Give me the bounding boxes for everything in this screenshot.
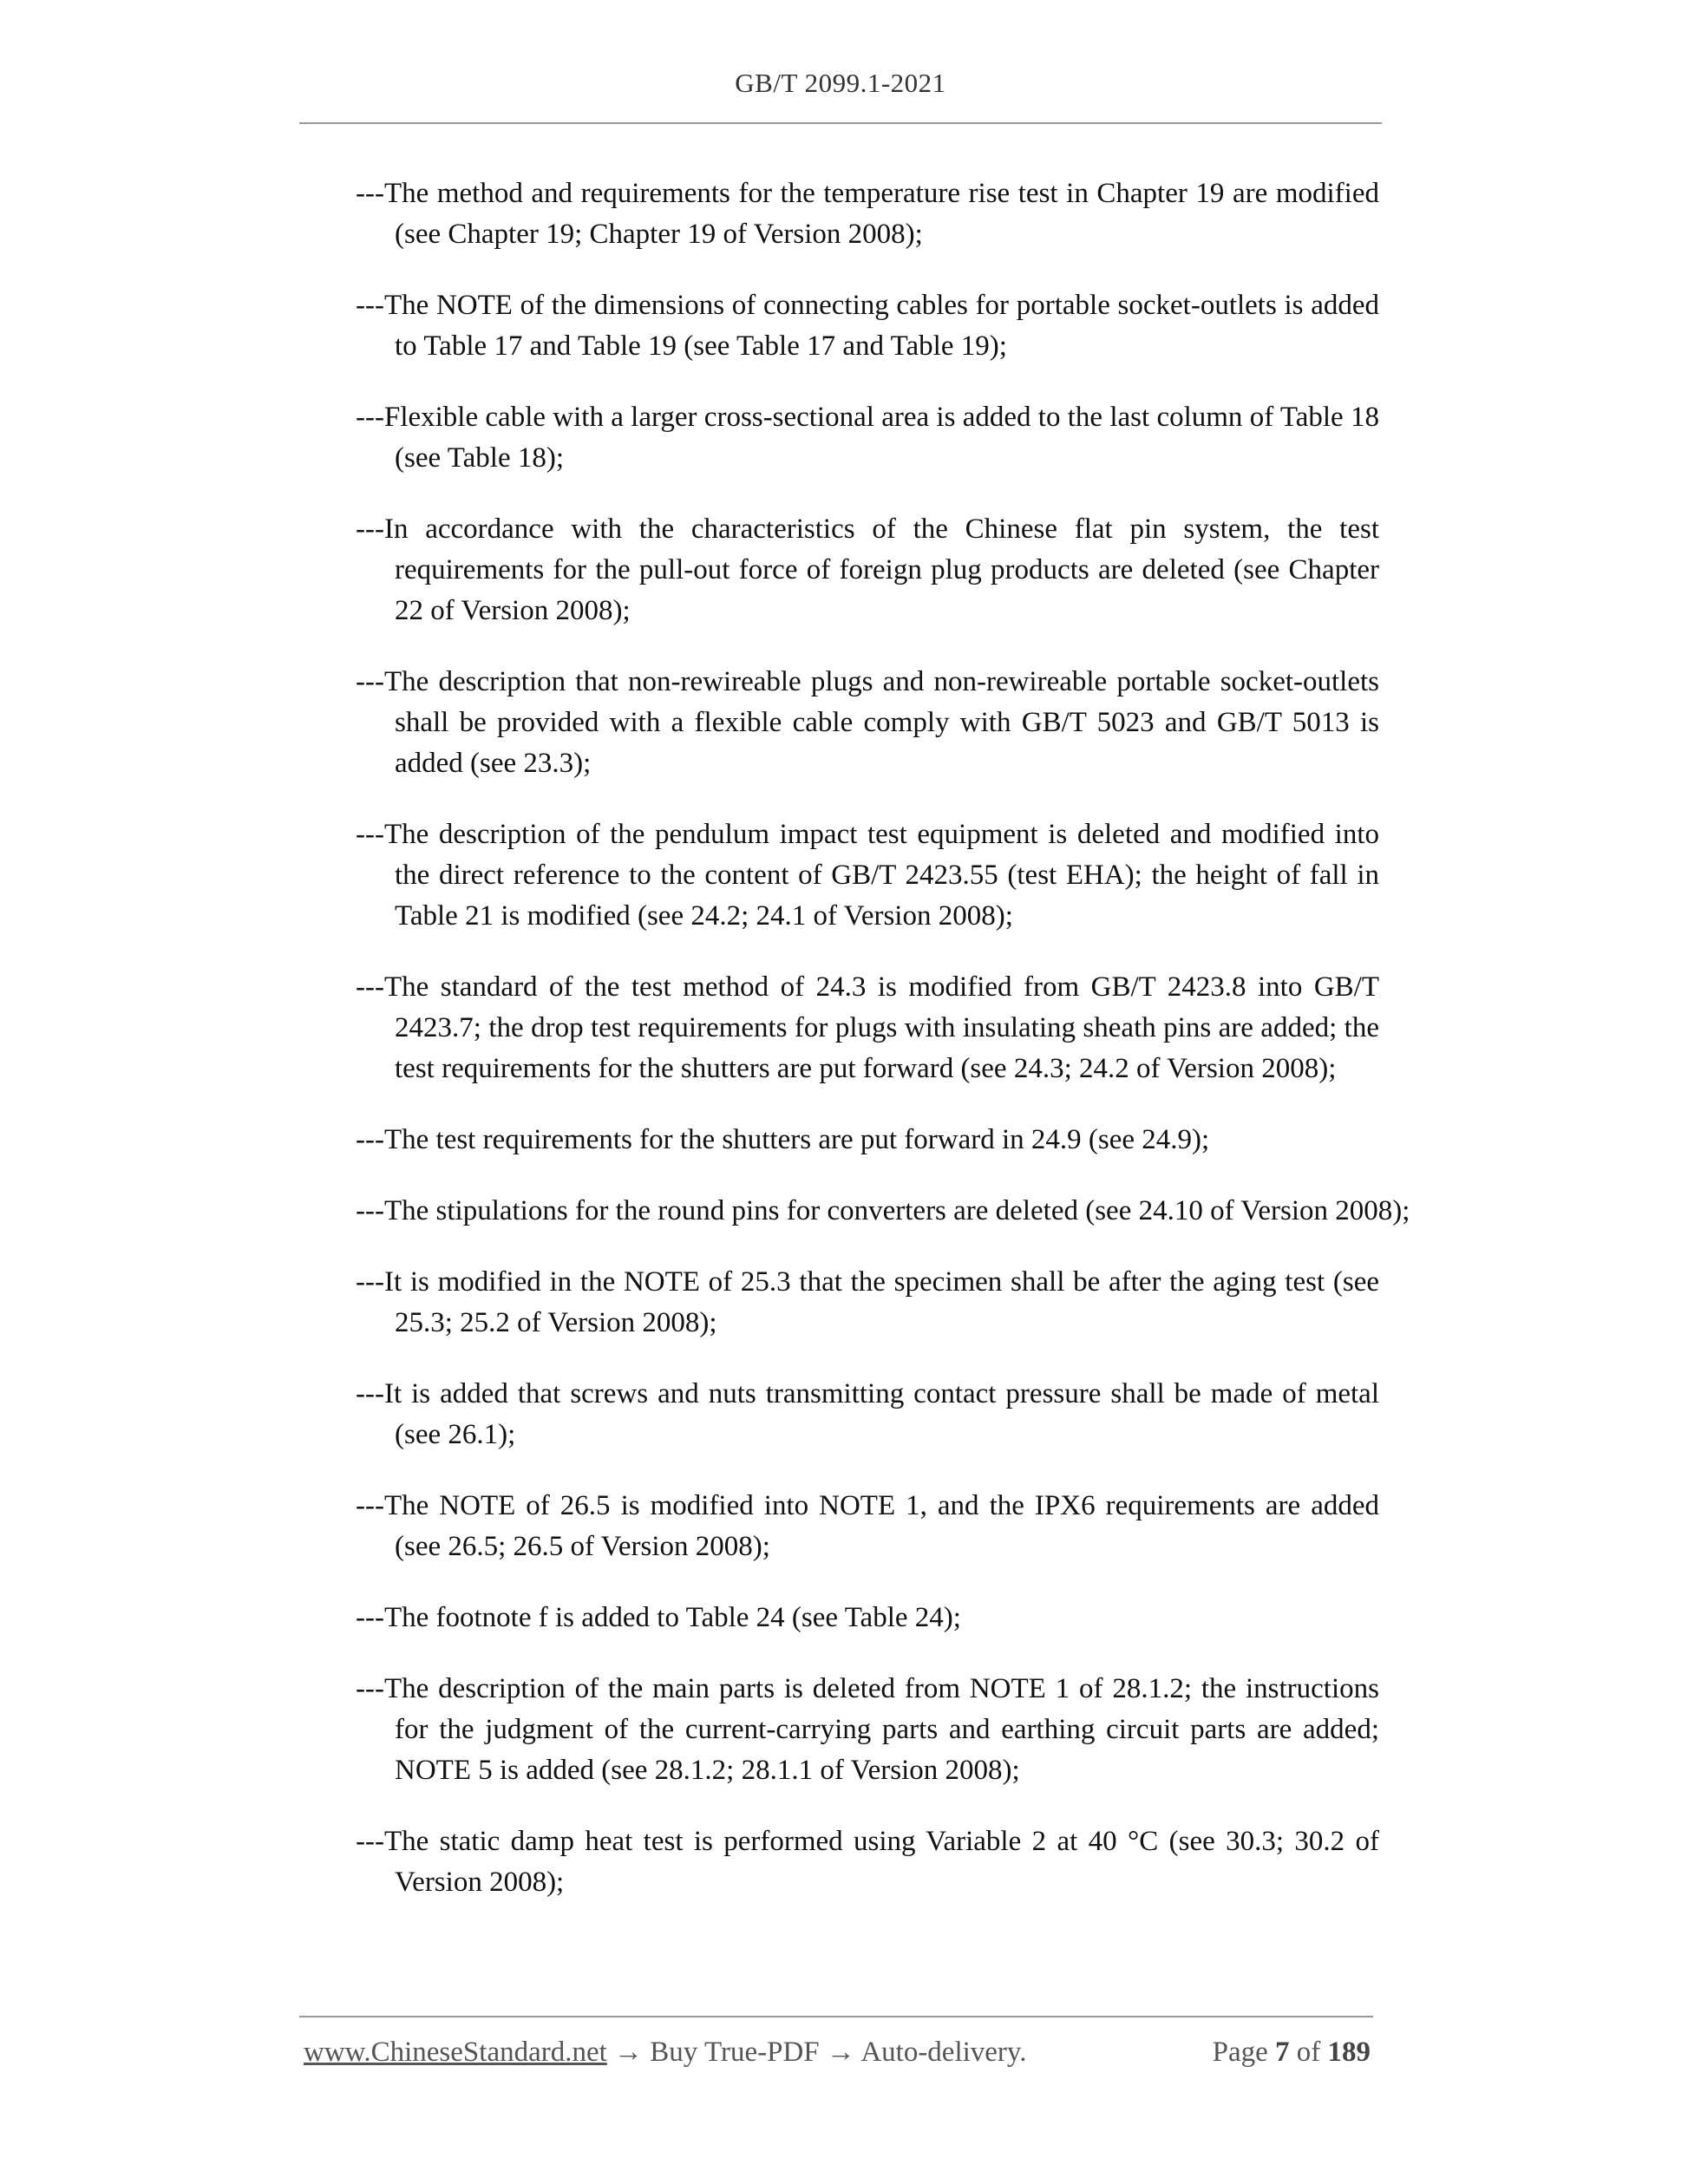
list-item: ---The NOTE of the dimensions of connecting cables for portable socket-outlets is added to Table 17 and Table 19 (see Table 17 and Table 19); <box>356 290 1379 362</box>
list-item: ---The description that non-rewireable plugs and non-rewireable portable socket-outlets shall be provided with a flexible cable comply with GB/T 5023 and GB/T 5013 is added (see 23.3); <box>356 666 1379 779</box>
page-total: 189 <box>1327 2037 1371 2068</box>
list-item: ---The description of the main parts is deleted from NOTE 1 of 28.1.2; the instructions for the judgment of the current-carrying parts and earthing circuit parts are added; NOTE 5 is added (see 28.1.2; 28.1.1 of Version 2008); <box>356 1673 1379 1786</box>
document-header: GB/T 2099.1-2021 <box>735 68 946 98</box>
list-item: ---Flexible cable with a larger cross-sectional area is added to the last column of Table 18 (see Table 18); <box>356 402 1379 474</box>
list-item: ---The description of the pendulum impact test equipment is deleted and modified into the direct reference to the content of GB/T 2423.55 (test EHA); the height of fall in Table 21 is modified (see 24.2; 24.1 of Version 2008); <box>356 819 1379 932</box>
page-current: 7 <box>1275 2037 1290 2068</box>
list-item: ---It is added that screws and nuts transmitting contact pressure shall be made of metal (see 26.1); <box>356 1378 1379 1450</box>
list-item: ---It is modified in the NOTE of 25.3 that the specimen shall be after the aging test (see 25.3; 25.2 of Version 2008); <box>356 1266 1379 1338</box>
footer-divider <box>299 2016 1373 2017</box>
list-item: ---The stipulations for the round pins for converters are deleted (see 24.10 of Version 2008); <box>356 1195 1410 1226</box>
buy-pdf-text: Buy True-PDF <box>650 2037 820 2068</box>
arrow-right-icon: → <box>614 2037 644 2068</box>
change-list <box>356 173 1410 1933</box>
page-footer <box>304 2037 1371 2076</box>
page-number <box>1213 2037 1371 2069</box>
list-item: ---The method and requirements for the temperature rise test in Chapter 19 are modified (see Chapter 19; Chapter 19 of Version 2008); <box>356 178 1379 250</box>
list-item: ---The NOTE of 26.5 is modified into NOTE 1, and the IPX6 requirements are added (see 26.5; 26.5 of Version 2008); <box>356 1490 1379 1562</box>
list-item: ---The standard of the test method of 24.3 is modified from GB/T 2423.8 into GB/T 2423.7; the drop test requirements for plugs with insulating sheath pins are added; the test requirements for the shutters are put forward (see 24.3; 24.2 of Version 2008); <box>356 971 1379 1084</box>
list-item: ---The footnote f is added to Table 24 (see Table 24); <box>356 1602 961 1633</box>
auto-delivery-text: Auto-delivery. <box>860 2037 1027 2068</box>
list-item: ---In accordance with the characteristics of the Chinese flat pin system, the test requirements for the pull-out force of foreign plug products are deleted (see Chapter 22 of Version 2008); <box>356 513 1379 626</box>
header-divider <box>299 122 1382 124</box>
list-item: ---The static damp heat test is performed using Variable 2 at 40 °C (see 30.3; 30.2 of Version 2008); <box>356 1826 1379 1898</box>
list-item: ---The test requirements for the shutters are put forward in 24.9 (see 24.9); <box>356 1124 1210 1155</box>
site-link[interactable]: www.ChineseStandard.net <box>304 2037 607 2068</box>
arrow-right-icon: → <box>826 2037 855 2068</box>
footer-promo <box>304 2037 1027 2069</box>
page-of-label: of <box>1296 2037 1321 2068</box>
page-label: Page <box>1212 2037 1268 2068</box>
